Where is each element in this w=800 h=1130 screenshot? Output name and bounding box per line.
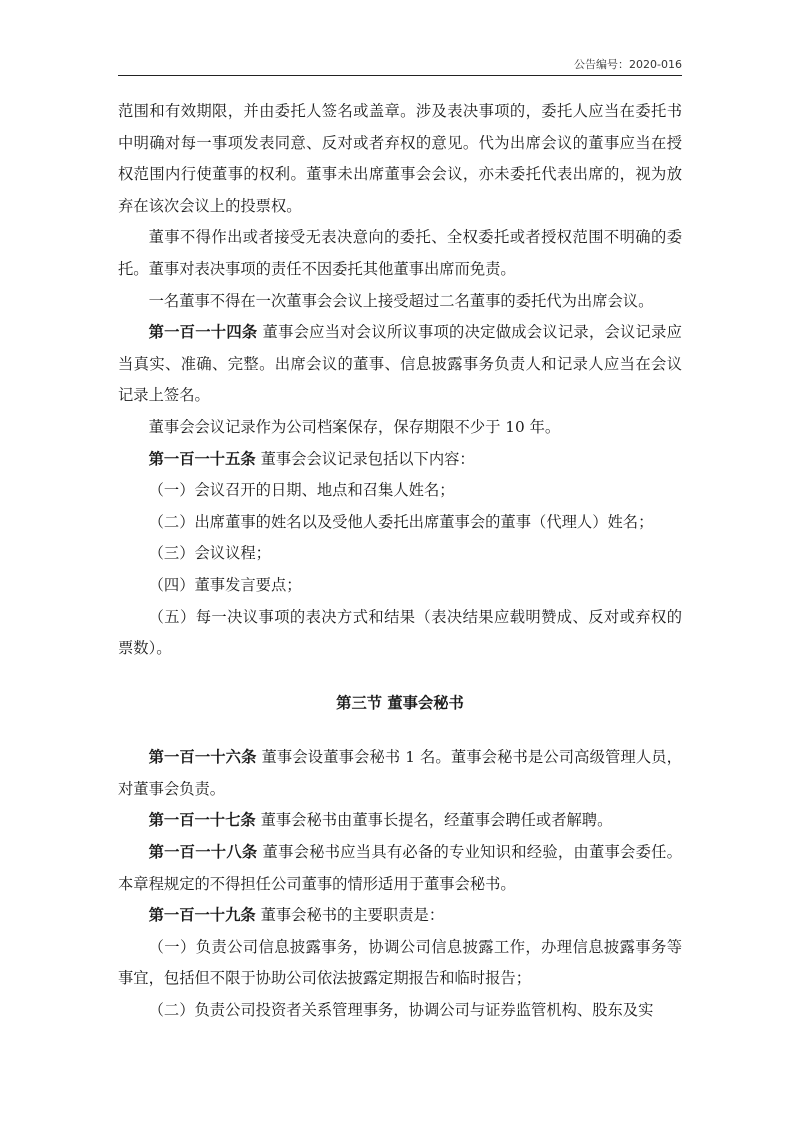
paragraph	[118, 475, 682, 507]
paragraph-text: （四）董事发言要点；	[148, 575, 302, 594]
article-number: 第一百一十五条	[148, 449, 256, 468]
paragraph-text: 董事会秘书的主要职责是：	[260, 906, 445, 925]
paragraph-text: 范围和有效期限，并由委托人签名或盖章。涉及表决事项的，委托人应当在委托书中明确对每一事项发表同意、反对或者弃权的意见。代为出席会议的董事应当在授权范围内行使董事的权利。董事未出席董事会会议，亦未委托代表出席的，视为放弃在该次会议上的投票权。	[118, 102, 682, 215]
paragraph-text: 董事会秘书应当具有必备的专业知识和经验，由董事会委任。本章程规定的不得担任公司董事的情形适用于董事会秘书。	[118, 843, 682, 893]
paragraph-text: 董事会设董事会秘书 1 名。董事会秘书是公司高级管理人员，对董事会负责。	[118, 748, 682, 798]
paragraph	[118, 507, 682, 539]
article-paragraph	[118, 900, 682, 932]
paragraph	[118, 995, 682, 1027]
paragraph	[118, 538, 682, 570]
article-paragraph	[118, 444, 682, 476]
paragraph-text: 董事会应当对会议所议事项的决定做成会议记录，会议记录应当真实、准确、完整。出席会议的董事、信息披露事务负责人和记录人应当在会议记录上签名。	[118, 323, 682, 405]
paragraph	[118, 96, 682, 222]
paragraph-text: （一）会议召开的日期、地点和召集人姓名；	[148, 481, 455, 500]
article-paragraph	[118, 837, 682, 900]
paragraph	[118, 222, 682, 285]
paragraph	[118, 570, 682, 602]
article-paragraph	[118, 805, 682, 837]
paragraph-text: （二）负责公司投资者关系管理事务，协调公司与证券监管机构、股东及实	[148, 1001, 654, 1020]
article-paragraph	[118, 742, 682, 805]
article-number: 第一百一十七条	[148, 811, 256, 830]
paragraph-text: （一）负责公司信息披露事务，协调公司信息披露工作，办理信息披露事务等事宜，包括但不限于协助公司依法披露定期报告和临时报告；	[118, 937, 682, 988]
paragraph	[118, 602, 682, 665]
paragraph-text: （二）出席董事的姓名以及受他人委托出席董事会的董事（代理人）姓名；	[148, 512, 654, 531]
article-number: 第一百一十九条	[148, 906, 256, 925]
paragraph-text: 一名董事不得在一次董事会会议上接受超过二名董事的委托代为出席会议。	[148, 291, 654, 310]
paragraph	[118, 412, 682, 444]
article-number: 第一百一十四条	[148, 323, 258, 342]
paragraph-text: 董事会会议记录包括以下内容：	[260, 449, 475, 468]
header-divider	[118, 75, 682, 76]
paragraph-text: （三）会议议程；	[148, 544, 271, 563]
paragraph	[118, 932, 682, 995]
paragraph	[118, 286, 682, 318]
article-number: 第一百一十六条	[148, 748, 257, 767]
notice-number: 公告编号：2020-016	[574, 58, 682, 71]
document-body	[118, 96, 682, 1027]
paragraph-text: 董事会秘书由董事长提名，经董事会聘任或者解聘。	[260, 811, 613, 830]
section-heading: 第三节 董事会秘书	[336, 693, 464, 712]
article-paragraph	[118, 317, 682, 412]
paragraph-text: （五）每一决议事项的表决方式和结果（表决结果应载明赞成、反对或弃权的票数）。	[118, 607, 682, 658]
paragraph-text: 董事不得作出或者接受无表决意向的委托、全权委托或者授权范围不明确的委托。董事对表决事项的责任不因委托其他董事出席而免责。	[118, 228, 682, 278]
page-header	[118, 56, 682, 74]
paragraph-text: 董事会会议记录作为公司档案保存，保存期限不少于 10 年。	[148, 417, 561, 436]
article-number: 第一百一十八条	[148, 843, 258, 862]
